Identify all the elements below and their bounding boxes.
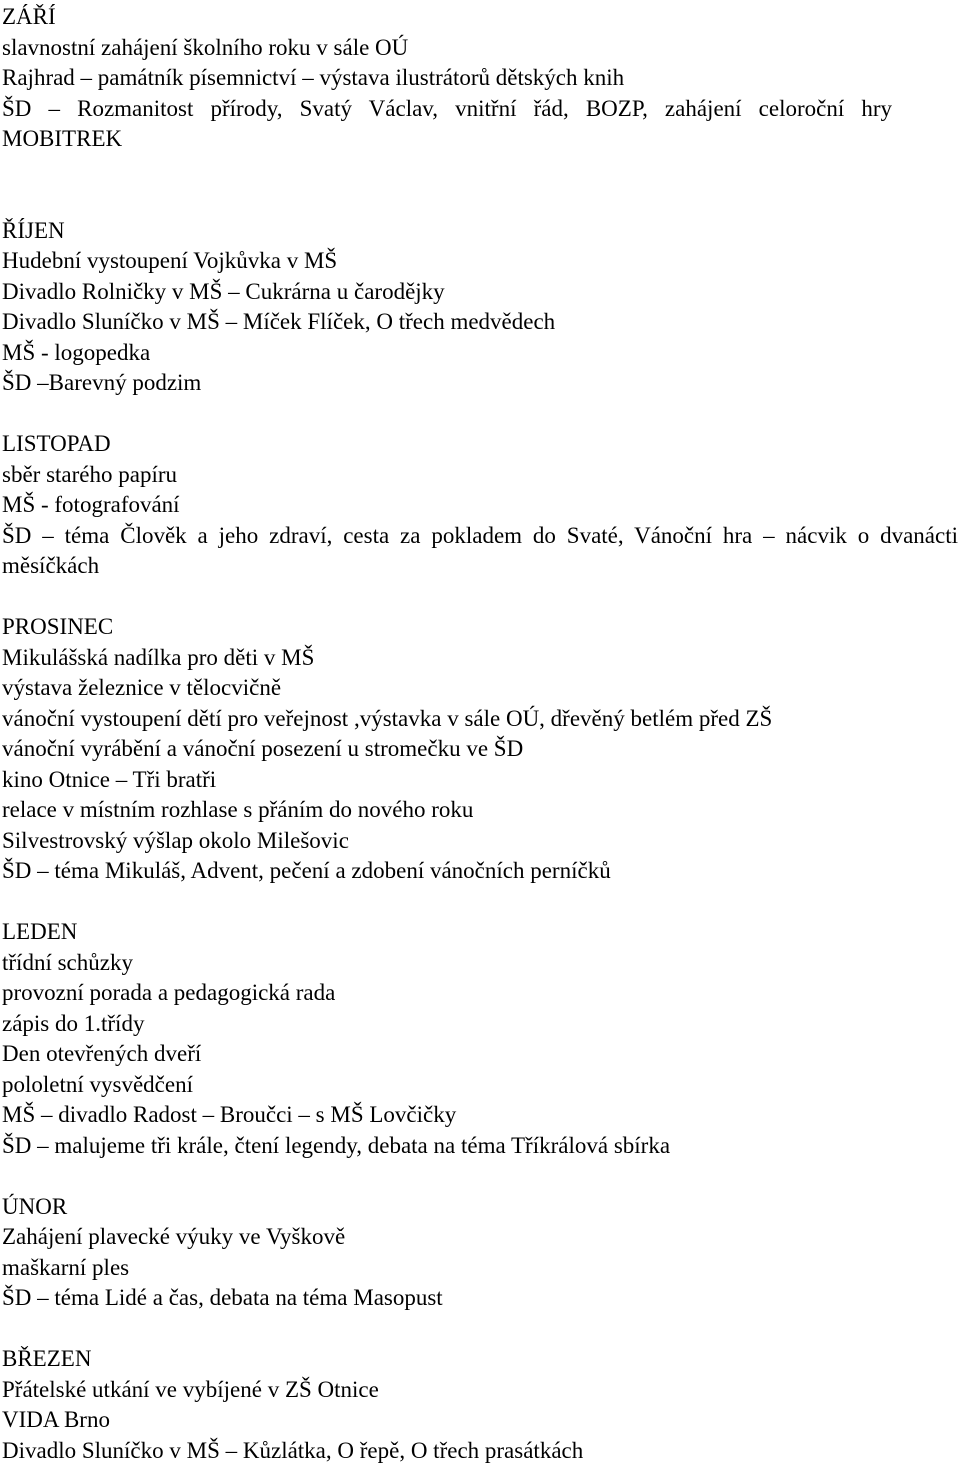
month-heading: ÚNOR (2, 1192, 958, 1223)
section-leden (2, 917, 958, 1161)
month-heading: PROSINEC (2, 612, 958, 643)
list-item: sběr starého papíru (2, 460, 958, 491)
list-item: ŠD – Rozmanitost přírody, Svatý Václav, vnitřní řád, BOZP, zahájení celoroční hry MOBITREK (2, 94, 892, 155)
list-item: pololetní vysvědčení (2, 1070, 958, 1101)
list-item: výstava železnice v tělocvičně (2, 673, 958, 704)
list-item: kino Otnice – Tři bratři (2, 765, 958, 796)
list-item: maškarní ples (2, 1253, 958, 1284)
list-item: ŠD – téma Lidé a čas, debata na téma Masopust (2, 1283, 958, 1314)
month-heading: BŘEZEN (2, 1344, 958, 1375)
list-item: ŠD – téma Člověk a jeho zdraví, cesta za pokladem do Svaté, Vánoční hra – nácvik o dvanácti měsíčkách (2, 521, 958, 582)
list-item: MŠ – divadlo Radost – Broučci – s MŠ Lovčičky (2, 1100, 958, 1131)
list-item: ŠD – malujeme tři krále, čtení legendy, debata na téma Tříkrálová sbírka (2, 1131, 958, 1162)
list-item: Divadlo Sluníčko v MŠ – Kůzlátka, O řepě, O třech prasátkách (2, 1436, 958, 1466)
list-item: ŠD – téma Mikuláš, Advent, pečení a zdobení vánočních perníčků (2, 856, 958, 887)
list-item: relace v místním rozhlase s přáním do nového roku (2, 795, 958, 826)
list-item: provozní porada a pedagogická rada (2, 978, 958, 1009)
month-heading: ZÁŘÍ (2, 2, 958, 33)
section-unor (2, 1192, 958, 1314)
list-item: Rajhrad – památník písemnictví – výstava ilustrátorů dětských knih (2, 63, 958, 94)
section-rijen (2, 216, 958, 399)
document-page (2, 2, 958, 1466)
list-item: třídní schůzky (2, 948, 958, 979)
section-brezen (2, 1344, 958, 1466)
list-item: Divadlo Rolničky v MŠ – Cukrárna u čarodějky (2, 277, 958, 308)
list-item: Den otevřených dveří (2, 1039, 958, 1070)
list-item: Přátelské utkání ve vybíjené v ZŠ Otnice (2, 1375, 958, 1406)
list-item: Zahájení plavecké výuky ve Vyškově (2, 1222, 958, 1253)
month-heading: LISTOPAD (2, 429, 958, 460)
list-item: zápis do 1.třídy (2, 1009, 958, 1040)
list-item: MŠ - logopedka (2, 338, 958, 369)
list-item: VIDA Brno (2, 1405, 958, 1436)
month-heading: ŘÍJEN (2, 216, 958, 247)
list-item: slavnostní zahájení školního roku v sále OÚ (2, 33, 958, 64)
list-item: Hudební vystoupení Vojkůvka v MŠ (2, 246, 958, 277)
list-item: ŠD –Barevný podzim (2, 368, 958, 399)
section-listopad (2, 429, 958, 582)
list-item: vánoční vyrábění a vánoční posezení u stromečku ve ŠD (2, 734, 958, 765)
list-item: Silvestrovský výšlap okolo Milešovic (2, 826, 958, 857)
list-item: MŠ - fotografování (2, 490, 958, 521)
list-item: Mikulášská nadílka pro děti v MŠ (2, 643, 958, 674)
list-item: Divadlo Sluníčko v MŠ – Míček Flíček, O třech medvědech (2, 307, 958, 338)
list-item: vánoční vystoupení dětí pro veřejnost ,výstavka v sále OÚ, dřevěný betlém před ZŠ (2, 704, 958, 735)
section-prosinec (2, 612, 958, 887)
month-heading: LEDEN (2, 917, 958, 948)
section-zari (2, 2, 958, 155)
